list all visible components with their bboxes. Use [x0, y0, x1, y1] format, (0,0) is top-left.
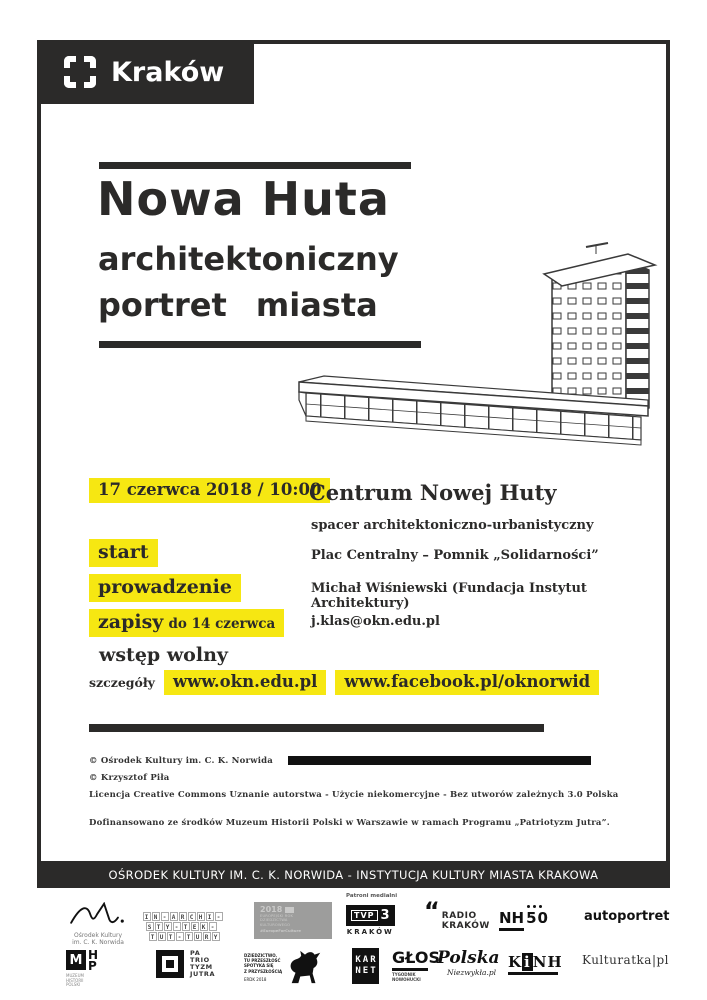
erdk-line-3: KULTUROWEGO	[260, 922, 291, 927]
kinh-word	[508, 953, 563, 971]
signature-icon	[65, 902, 131, 928]
glos-rule	[392, 968, 428, 971]
details-row	[89, 670, 599, 695]
radio-line-1: RADIO	[441, 911, 477, 921]
media-patrons-label: Patroni medialni	[346, 893, 398, 899]
footer-rule	[89, 724, 544, 732]
details-label: szczegóły	[89, 675, 155, 690]
signup-deadline: do 14 czerwca	[168, 616, 276, 632]
title-rule-top	[99, 162, 411, 169]
erdk-line-1: EUROPEJSKI ROK	[260, 914, 294, 918]
logo-tvp3-krakow	[346, 903, 395, 936]
credit-author: © Krzysztof Piła	[89, 773, 170, 783]
event-venue: Centrum Nowej Huty	[309, 480, 557, 505]
mhp-mark	[66, 950, 98, 972]
logo-radio-krakow	[424, 897, 490, 931]
start-label-highlight	[89, 539, 158, 567]
start-label: start	[89, 539, 158, 567]
mhp-letter-p: P	[88, 959, 97, 973]
poster-title-line2: architektoniczny	[98, 240, 399, 278]
pj-line-3: TYZM	[190, 963, 213, 971]
eu-flag-icon	[285, 907, 294, 913]
logo-patriotyzm-jutra	[156, 950, 215, 978]
glos-sub-2: NOWOHUCKI	[392, 976, 421, 982]
facebook-link: www.facebook.pl/oknorwid	[335, 670, 599, 695]
poster-title-line1: Nowa Huta	[97, 172, 390, 226]
erdk-hashtag: #EuropeForCulture	[260, 928, 301, 934]
institution-banner: OŚRODEK KULTURY IM. C. K. NORWIDA - INSTYTUCJA KULTURY MIASTA KRAKOWA	[37, 861, 670, 888]
logo-karnet	[352, 948, 379, 984]
erdk-line-2: DZIEDZICTWA	[260, 918, 288, 923]
pj-line-2: TRIO	[190, 956, 210, 964]
dz-line-4: Z PRZYSZŁOŚCIĄ	[244, 968, 283, 974]
lead-label: prowadzenie	[89, 574, 241, 602]
pegasus-icon	[286, 948, 324, 986]
tiles-row-3: T U T - T U R Y	[148, 924, 223, 934]
patriotyzm-jutra-text	[190, 950, 215, 978]
tvp-city: KRAKÓW	[346, 928, 394, 936]
patriotyzm-jutra-icon	[156, 950, 184, 978]
nh50-number: 50	[526, 909, 549, 927]
mhp-letters-hp	[88, 950, 98, 972]
mhp-letter-h: H	[88, 948, 99, 962]
krakow-badge	[37, 40, 254, 104]
event-walk-type: spacer architektoniczno-urbanistyczny	[311, 518, 594, 533]
mhp-caption-2: HISTORII	[66, 977, 84, 983]
website-link: www.okn.edu.pl	[164, 670, 326, 695]
mhp-caption-1: MUZEUM	[66, 973, 84, 978]
karnet-line-1: KAR	[355, 955, 378, 965]
credit-organizer-text: © Ośrodek Kultury im. C. K. Norwida	[89, 756, 273, 766]
logo-instytut-architektury	[142, 904, 223, 941]
dz-line-3: SPOTYKA SIĘ	[244, 963, 274, 969]
radio-line-2: KRAKÓW	[441, 921, 490, 931]
pj-line-4: JUTRA	[190, 970, 216, 978]
logo-erdk-2018	[254, 902, 332, 939]
radio-krakow-text	[442, 911, 490, 931]
logo-autoportret: autoportret	[584, 909, 670, 924]
building-illustration	[296, 234, 658, 462]
tiles-row-2: S T Y - T E K -	[145, 914, 223, 924]
lead-label-highlight	[89, 574, 241, 602]
tvp-three: 3	[380, 908, 390, 923]
mhp-caption-3: POLSKI	[66, 982, 81, 987]
credit-funding: Dofinansowano ze środków Muzeum Historii Polski w Warszawie w ramach Programu „Patriotyzm Jutra”.	[89, 818, 610, 828]
glos-subtitle	[392, 973, 440, 983]
credit-organizer	[89, 756, 591, 766]
credit-license: Licencja Creative Commons Uznanie autorstwa - Użycie niekomercyjne - Bez utworów zależnych 3.0 Polska	[89, 790, 619, 800]
nh50-nh: NH	[499, 909, 524, 931]
glos-title: GŁOS	[392, 948, 440, 967]
signup-label: zapisy	[98, 611, 164, 633]
kinh-rule	[508, 972, 558, 975]
okn-caption-1: Ośrodek Kultury	[73, 932, 122, 939]
signup-label-group	[89, 609, 284, 637]
start-place: Plac Centralny – Pomnik „Solidarności”	[311, 548, 599, 563]
glos-sub-1: TYGODNIK	[392, 972, 416, 977]
logo-glos-tygodnik-nowohucki	[392, 948, 440, 983]
tvp-letters: TVP	[351, 910, 378, 921]
kinh-nh: NH	[532, 953, 563, 971]
event-date-highlight	[89, 478, 330, 503]
tiles-row-1: I N - A R C H I -	[142, 904, 223, 914]
krakow-logo-icon	[64, 56, 96, 88]
dziedzictwo-text	[244, 953, 282, 986]
dz-line-5: ERDK 2018	[244, 976, 267, 982]
kinh-k: K	[508, 953, 523, 971]
logo-polska-niezwykla	[437, 948, 500, 977]
poster-title-line3: portret miasta	[98, 286, 378, 324]
signup-label-highlight	[89, 609, 284, 637]
lead-person: Michał Wiśniewski (Fundacja Instytut Architektury)	[311, 581, 587, 611]
logo-muzeum-historii-polski	[66, 950, 98, 988]
mhp-caption	[66, 974, 98, 988]
logo-kinh	[508, 952, 563, 975]
admission-note: wstęp wolny	[99, 644, 228, 666]
logo-strip	[0, 888, 707, 1000]
quotes-icon: “	[424, 897, 440, 925]
tvp3-box	[346, 905, 395, 926]
pj-line-1: PA	[190, 949, 201, 957]
dz-line-1: DZIEDZICTWO.	[244, 953, 278, 958]
logo-osrodek-kultury-norwida	[56, 902, 140, 946]
dz-line-2: TU PRZESZŁOŚĆ	[244, 958, 281, 964]
erdk-year: 2018	[260, 905, 283, 914]
erdk-year-row	[260, 905, 326, 914]
signup-email: j.klas@okn.edu.pl	[311, 614, 440, 629]
polska-niezwykla-title: Polska	[437, 948, 500, 968]
mhp-letter-m: M	[66, 950, 86, 970]
krakow-label: Kraków	[111, 56, 225, 88]
okn-caption-2: im. C. K. Norwida	[72, 939, 124, 946]
polska-niezwykla-sub: Niezwykła.pl	[447, 968, 497, 977]
logo-nh50	[499, 908, 549, 927]
kinh-i: i	[524, 953, 531, 971]
logo-dziedzictwo-erdk	[244, 948, 324, 986]
logo-kulturatka: Kulturatka|pl	[582, 953, 670, 967]
event-date: 17 czerwca 2018 / 10:00	[89, 478, 330, 503]
poster-frame	[37, 40, 670, 888]
redacted-bar	[288, 756, 591, 765]
karnet-line-2: NET	[355, 966, 378, 976]
